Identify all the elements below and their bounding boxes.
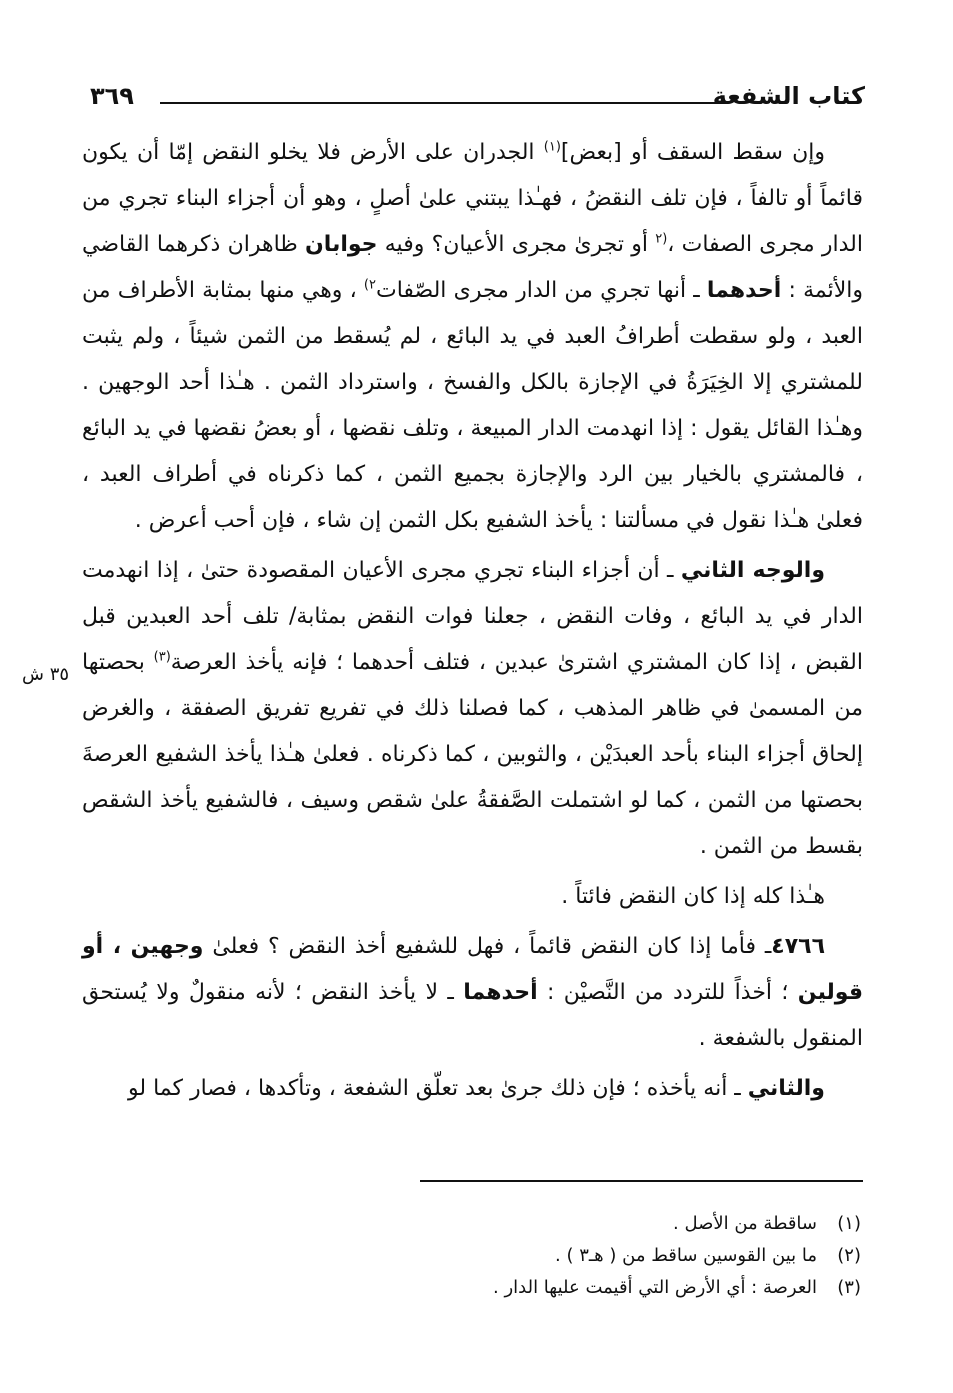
footnote-ref: (٣) [153, 649, 171, 665]
text-span: ـ لا يأخذ النقض ؛ لأنه منقولٌ ولا يُستحق المنقول بالشفعة . [82, 980, 863, 1051]
text-span: وإن سقط السقف أو [بعض] [560, 140, 826, 165]
paragraph-3 [82, 874, 863, 920]
footnote-text: العرصة : أي الأرض التي أقيمت عليها الدار . [493, 1277, 817, 1298]
bold-term: أحدهما [463, 980, 538, 1005]
text-span: ، وهي منها بمثابة الأطراف من العبد ، ولو سقطت أطرافُ العبد في يد البائع ، لم يُسقط من الثمن شيئاً ، ولم يثبت للمشتري إلا الخِيَرَةُ في الإجازة بالكل والفسخ ، واسترداد الثمن . هـٰذا أحد الوجهين . وهـٰذا القائل يقول : إذا انهدمت الدار المبيعة ، وتلف نقضها ، أو بعضُ نقضها في يد البائع ، فالمشتري بالخيار بين الرد والإجازة بجميع الثمن ، كما ذكرناه في أطراف العبد ، فعلىٰ هـٰذا نقول في مسألتنا : يأخذ الشفيع بكل الثمن إن شاء ، فإن أحب أعرض . [82, 278, 863, 533]
bold-term: جوابان [305, 232, 378, 257]
footnote-text: ما بين القوسين ساقط من ( هـ٣ ) . [555, 1245, 817, 1266]
bold-term: والثاني [747, 1076, 825, 1101]
page-number: ٣٦٩ [90, 82, 134, 110]
text-span: ـ فأما إذا كان النقض قائماً ، فهل للشفيع أخذ النقض ؟ فعلىٰ [203, 934, 772, 959]
running-header [90, 82, 865, 118]
text-span: ظاهران ذكرهما القاضي والأئمة : [82, 232, 864, 303]
paragraph-4 [82, 924, 863, 1062]
footnote-ref: (١) [543, 139, 561, 155]
paragraph-5 [82, 1066, 863, 1112]
text-span: ـ أنها تجري من الدار مجرى الصّفات [375, 278, 707, 303]
bold-term: أحدهما [706, 278, 782, 303]
text-span: هـٰذا كله إذا كان النقض فائتاً . [561, 884, 825, 909]
footnote-text: ساقطة من الأصل . [673, 1213, 817, 1234]
main-text [82, 130, 863, 1112]
text-span: ؛ أخذاً للتردد من النَّصيْن : [537, 980, 798, 1005]
bold-term: وجهين ، أو قولين [82, 934, 864, 1005]
footnote-number: (٢) [837, 1245, 861, 1266]
text-span: الجدران على الأرض فلا يخلو النقض إمّا أن يكون قائماً أو تالفاً ، فإن تلف النقضُ ، فهـٰذا يبتني علىٰ أصلٍ ، وهو أن أجزاء البناء تجري من الدار مجرى الصفات ، [82, 140, 863, 257]
header-rule [160, 102, 727, 104]
section-number: ٤٧٦٦ [771, 934, 825, 959]
footnote-number: (٣) [837, 1277, 861, 1298]
header-title: كتاب الشفعة [712, 82, 865, 110]
footnote-number: (١) [837, 1213, 861, 1234]
footnote-ref: (٢ [655, 231, 668, 247]
footnote-1 [300, 1208, 861, 1240]
bold-term: والوجه الثاني [680, 558, 825, 583]
paragraph-2 [82, 548, 863, 870]
paragraph-1 [82, 130, 863, 544]
text-span: ـ أنه يأخذه ؛ فإن ذلك جرىٰ بعد تعلّق الشفعة ، وتأكدها ، فصار كما لو [128, 1076, 748, 1101]
footnote-3 [300, 1272, 861, 1304]
footnote-ref: ٢) [363, 277, 376, 293]
text-span: ـ أن أجزاء البناء تجري مجرى الأعيان المقصودة حتىٰ ، إذا انهدمت الدار في يد البائع ، وفات النقض ، جعلنا فوات النقض بمثابة/ تلف أحد العبدين قبل القبض ، إذا كان المشتري اشترىٰ عبدين ، فتلف أحدهما ؛ فإنه يأخذ العرصة [82, 558, 863, 675]
footnotes [300, 1208, 861, 1304]
text-span: بحصتها من المسمىٰ في ظاهر المذهب ، كما فصلنا ذلك في تفريع تفريق الصفقة ، والغرض إلحاق أجزاء البناء بأحد العبدَيْن ، والثوبين ، كما ذكرناه . فعلىٰ هـٰذا يأخذ الشفيع العرصةَ بحصتها من الثمن ، كما لو اشتملت الصَّفقةُ علىٰ شقص وسيف ، فالشفيع يأخذ الشقص بقسط من الثمن . [82, 650, 863, 859]
footnote-2 [300, 1240, 861, 1272]
text-span: أو تجرىٰ مجرى الأعيان؟ وفيه [377, 232, 656, 257]
footnote-rule [420, 1180, 863, 1182]
margin-reference: ٣٥ ش [22, 664, 70, 685]
